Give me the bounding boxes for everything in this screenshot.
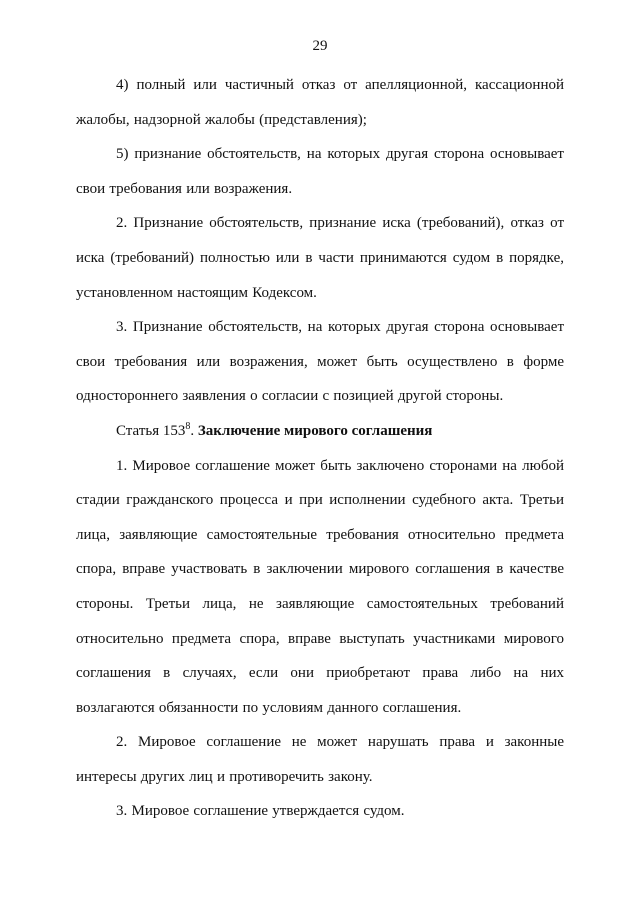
article-heading [76, 414, 564, 449]
article-number: Статья 153 [116, 422, 186, 439]
article-paragraph-2: 2. Мировое соглашение не может нарушать права и законные интересы других лиц и противоречить закону. [76, 734, 564, 785]
page-number: 29 [312, 38, 328, 54]
paragraph-item-5: 5) признание обстоятельств, на которых другая сторона основывает свои требования или возражения. [76, 146, 564, 197]
article-separator: . [190, 422, 198, 439]
article-paragraph-3: 3. Мировое соглашение утверждается судом. [116, 803, 405, 820]
paragraph-part-2: 2. Признание обстоятельств, признание иска (требований), отказ от иска (требований) полностью или в части принимаются судом в порядке, установленном настоящим Кодексом. [76, 215, 564, 301]
article-title: Заключение мирового соглашения [197, 422, 433, 439]
article-superscript: 8 [185, 420, 191, 432]
paragraph-part-3: 3. Признание обстоятельств, на которых другая сторона основывает свои требования или возражения, может быть осуществлено в форме одностороннего заявления о согласии с позицией другой стороны. [76, 319, 564, 405]
document-body [76, 68, 564, 829]
paragraph-item-4: 4) полный или частичный отказ от апелляционной, кассационной жалобы, надзорной жалобы (представления); [76, 77, 564, 128]
article-paragraph-1: 1. Мировое соглашение может быть заключено сторонами на любой стадии гражданского процесса и при исполнении судебного акта. Третьи лица, заявляющие самостоятельные требования относительно предмета спора, вправе участвовать в заключении мирового соглашения в качестве стороны. Третьи лица, не заявляющие самостоятельных требований относительно предмета спора, вправе выступать участниками мирового соглашения в случаях, если они приобретают права либо на них возлагаются обязанности по условиям данного соглашения. [76, 457, 564, 716]
